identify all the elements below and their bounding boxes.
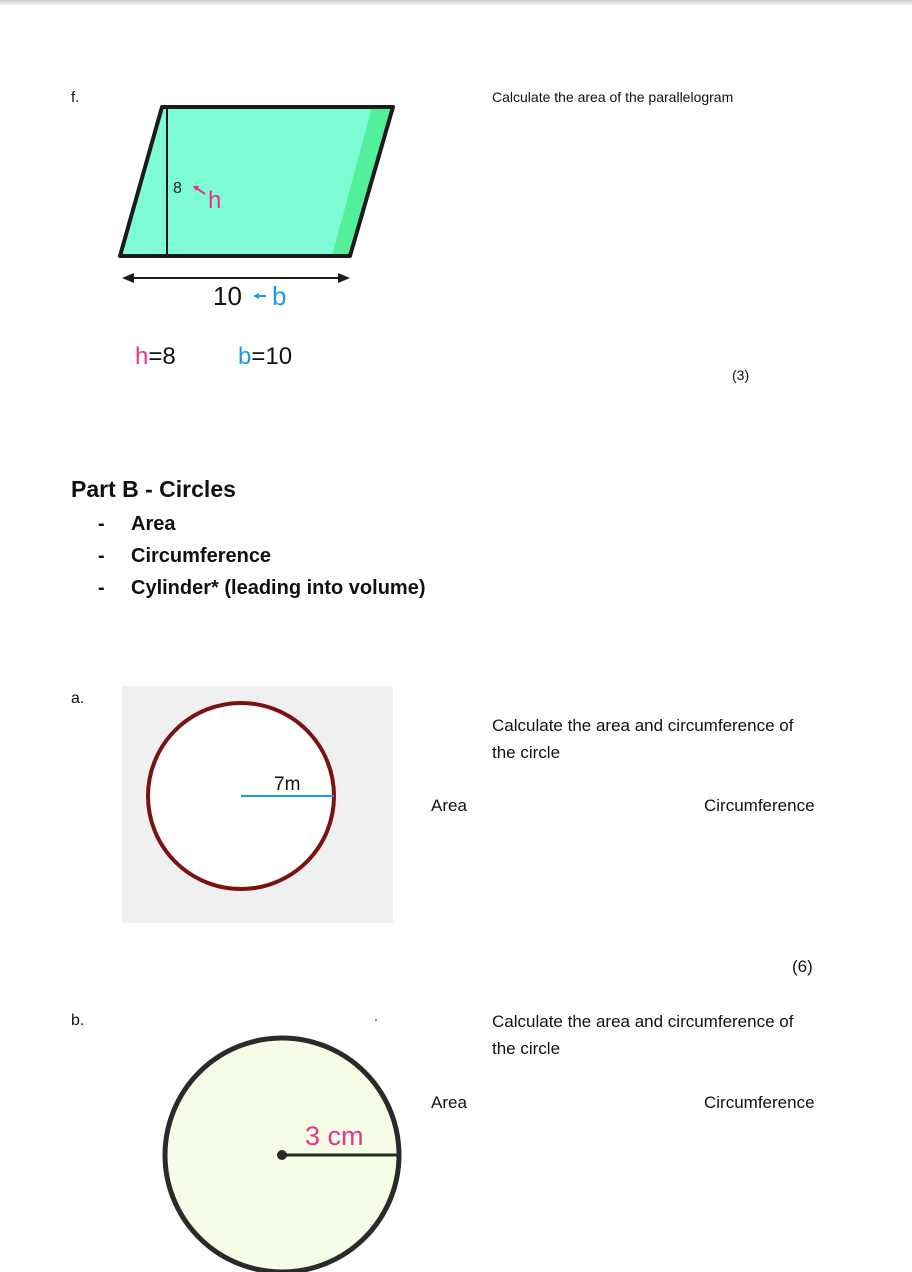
bullet-dash: - [98,577,105,599]
question-a-label: a. [71,690,85,707]
base-value: 10 [213,281,242,311]
base-arrow-left-head [122,273,134,283]
circle-b-diagram [150,1030,415,1272]
bullet-dash: - [98,513,105,535]
question-f-label: f. [71,89,80,106]
parallelogram-diagram [110,100,410,320]
height-symbol: h [208,187,222,214]
bullet-text: Area [131,513,176,535]
base-symbol: b [272,281,287,311]
question-b-area-label: Area [431,1093,467,1112]
b-value-line [238,343,292,371]
h-equals: =8 [148,343,176,370]
question-b-prompt [492,1008,793,1062]
bullet-dash: - [98,545,105,567]
question-f-prompt: Calculate the area of the parallelogram [492,89,734,105]
bullet-area [98,513,175,536]
question-b-stray-dot: . [374,1008,378,1024]
question-a-area-label: Area [431,796,467,815]
top-edge [0,0,912,5]
question-a-prompt-line1: Calculate the area and circumference of [492,716,794,735]
part-b-title: Part B - Circles [71,476,236,502]
h-symbol: h [135,343,149,370]
question-a-marks: (6) [792,957,813,976]
b-symbol: b [238,343,252,370]
circle-b-radius-label: 3 cm [305,1121,364,1151]
bullet-cylinder [98,577,425,600]
question-b-label: b. [71,1012,85,1029]
circle-a-radius-label: 7m [274,774,301,795]
question-a-prompt-line2: the circle [492,743,561,762]
bullet-circumference [98,545,271,568]
b-equals: =10 [251,343,293,370]
circle-b-center-dot [277,1150,287,1160]
h-value-line [135,343,176,371]
question-a-prompt [492,712,793,766]
question-a-circumference-label: Circumference [704,796,815,815]
question-b-circumference-label: Circumference [704,1093,815,1112]
question-b-prompt-line2: the circle [492,1039,561,1058]
height-value: 8 [173,180,182,197]
base-label-arrow-head [253,293,259,299]
base-arrow-right-head [338,273,350,283]
bullet-text: Circumference [131,545,272,567]
question-f-marks: (3) [732,367,750,383]
bullet-text: Cylinder* (leading into volume) [131,577,426,599]
question-b-prompt-line1: Calculate the area and circumference of [492,1012,794,1031]
circle-a-diagram [122,686,393,923]
